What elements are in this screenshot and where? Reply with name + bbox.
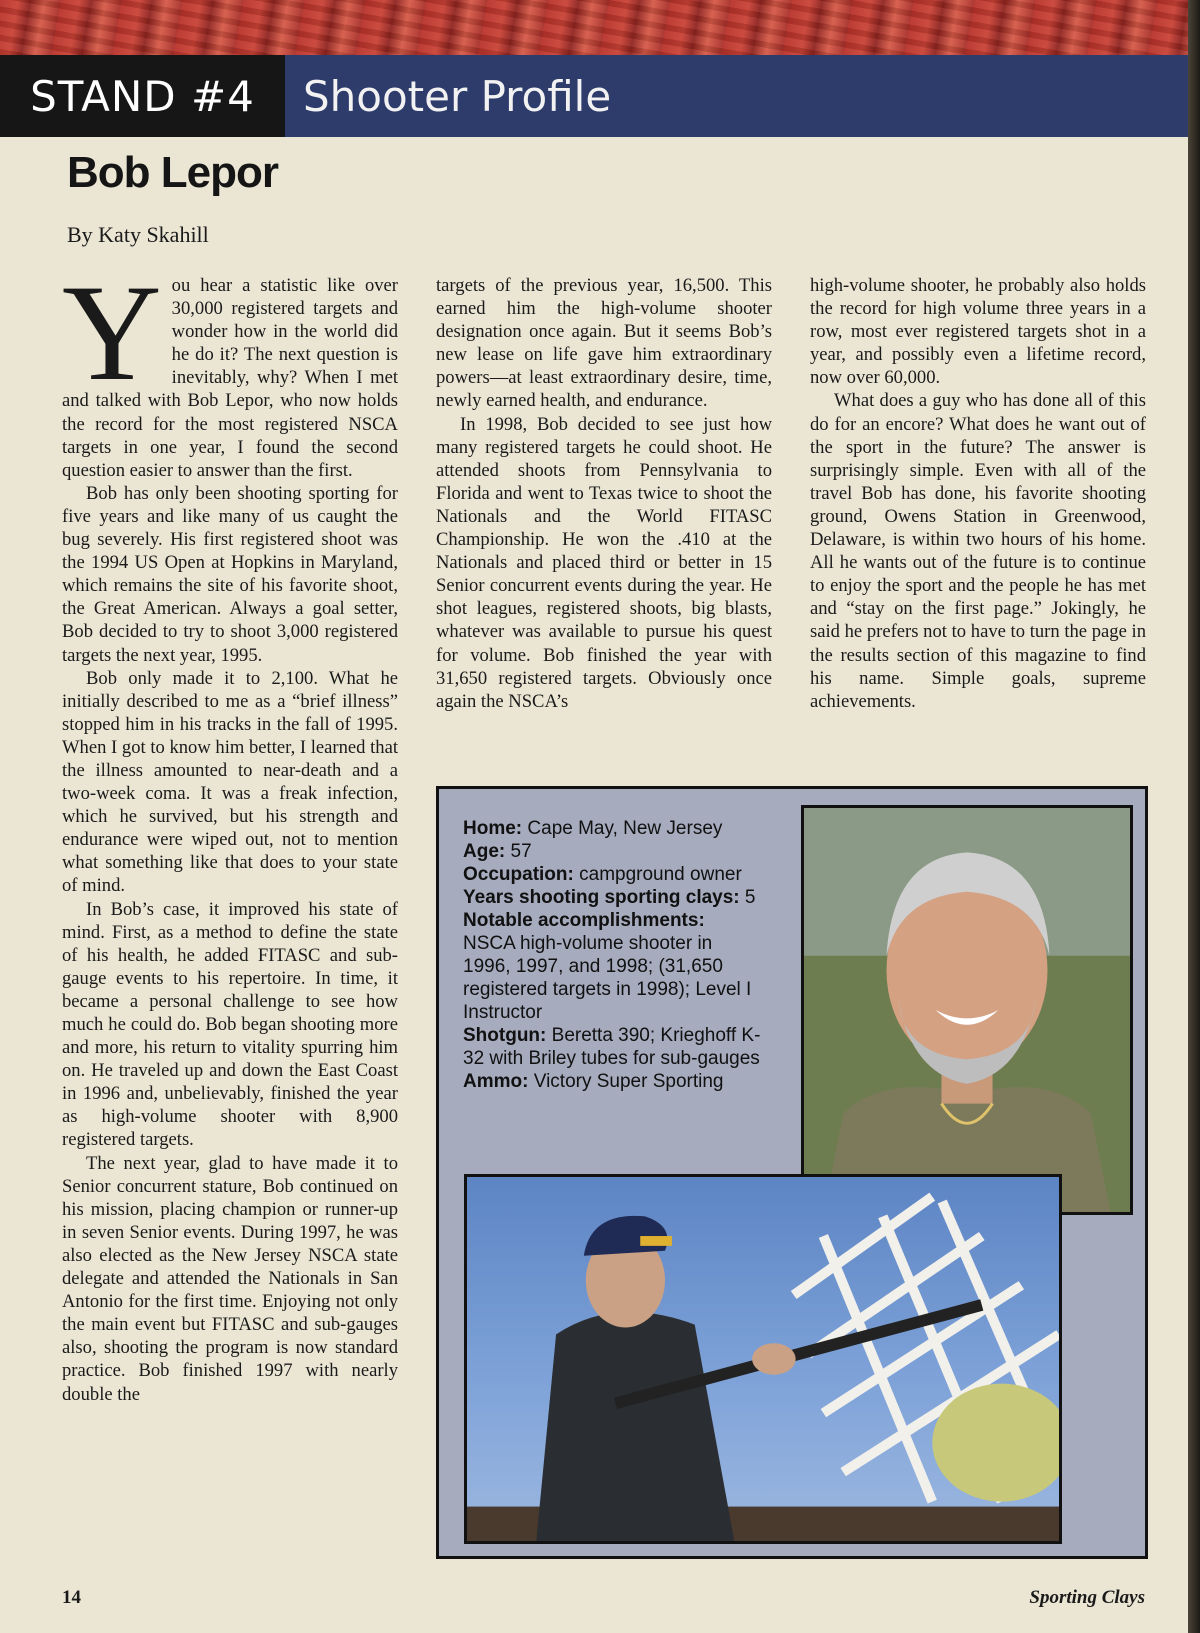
fact-age: Age: 57 [463,841,532,862]
stand-label: STAND #4 [0,55,285,137]
section-label: Shooter Profile [285,55,1190,137]
profile-facts [463,817,763,1093]
fact-occupation: Occupation: campground owner [463,864,742,885]
paragraph: What does a guy who has done all of this do for an encore? What does he want out of the sport in the future? The answer is surprisingly simple. Even with all of the travel Bob has done, his favorite shooting ground, Owens Station in Greenwood, Delaware, is within two hours of his home. All he wants out of the future is to continue to enjoy the sport and the people he has met and “stay on the first page.” Jokingly, he said he prefers not to have to turn the page in the results section of this magazine to find his name. Simple goals, supreme achievements. [810,390,1146,712]
byline: By Katy Skahill [67,222,209,247]
fact-shotgun: Shotgun: Beretta 390; Krieghoff K-32 with Briley tubes for sub-gauges [463,1025,761,1069]
profile-sidebar [436,786,1148,1559]
fact-home: Home: Cape May, New Jersey [463,818,723,839]
paragraph: Bob has only been shooting sporting for five years and like many of us caught the bug severely. His first registered shoot was the 1994 US Open at Hopkins in Maryland, which remains the site of his favorite shoot, the Great American. Always a goal setter, Bob decided to try to shoot 3,000 registered targets the next year, 1995. [62,482,398,666]
shooter-action-photo [464,1174,1062,1544]
paragraph: In Bob’s case, it improved his state of mind. First, as a method to define the state of his health, he added FITASC and sub-gauge events to his repertoire. In time, it became a personal challenge to see how much he could do. Bob began shooting more and more, his return to vitality spurring him on. He traveled up and down the East Coast in 1996 and, unbelievably, finished the year as high-volume shooter with 8,900 registered targets. [62,898,398,1151]
portrait-illustration [804,808,1130,1212]
magazine-name: Sporting Clays [1029,1587,1145,1608]
paragraph: targets of the previous year, 16,500. This earned him the high-volume shooter designation once again. But it seems Bob’s new lease on life gave him extraordinary powers—at least extraordinary desire, time, newly earned health, and endurance. [436,275,772,412]
paragraph: In 1998, Bob decided to see just how many registered targets he could shoot. He attended shoots from Pennsylvania to Florida and went to Texas twice to shoot the Nationals and the World FITASC Championship. He won the .410 at the Nationals and placed third or better in 15 Senior concurrent events during the year. He shot leagues, registered shoots, big blasts, whatever was available to pursue his quest for volume. Bob finished the year with 31,650 registered targets. Obviously once again the NSCA’s [436,413,772,712]
paragraph: You hear a statistic like over 30,000 registered targets and wonder how in the world did he do it? The next question is inevitably, why? When I met and talked with Bob Lepor, who now holds the record for the most registered NSCA targets in one year, I found the second question easier to answer than the first. [62,256,398,481]
portrait-photo [801,805,1133,1215]
shooter-illustration [467,1177,1059,1541]
paragraph: The next year, glad to have made it to Senior concurrent stature, Bob continued on his mission, placing champion or runner-up in seven Senior events. During 1997, he was also elected as the New Jersey NSCA state delegate and attended the Nationals in San Antonio for the first time. Enjoying not only the main event but FITASC and sub-gauges also, shooting the program is now standard practice. Bob finished 1997 with nearly double the [62,1152,398,1405]
article-title: Bob Lepor [67,148,278,197]
page-number: 14 [62,1587,81,1608]
fact-years-shooting: Years shooting sporting clays: 5 [463,887,756,908]
fact-accomplishments: Notable accomplishments: NSCA high-volume shooter in 1996, 1997, and 1998; (31,650 registered targets in 1998); Level I Instructor [463,910,752,1023]
header-bar [0,55,1190,137]
paragraph: high-volume shooter, he probably also holds the record for high volume three years in a row, most ever registered targets shot in a year, and possibly even a lifetime record, now over 60,000. [810,275,1146,389]
decorative-banner-strip [0,0,1190,55]
article-column-3 [810,274,1146,713]
drop-cap: Y [62,256,162,409]
article-column-2 [436,274,772,713]
page-binding-edge [1188,0,1200,1633]
paragraph: Bob only made it to 2,100. What he initially described to me as a “brief illness” stopped him in his tracks in the fall of 1995. When I got to know him better, I learned that the illness amounted to near-death and a two-week coma. It was a freak infection, which he survived, but his strength and endurance were wiped out, not to mention what something like that does to your state of mind. [62,667,398,897]
fact-ammo: Ammo: Victory Super Sporting [463,1071,724,1092]
article-column-1 [62,256,398,1406]
